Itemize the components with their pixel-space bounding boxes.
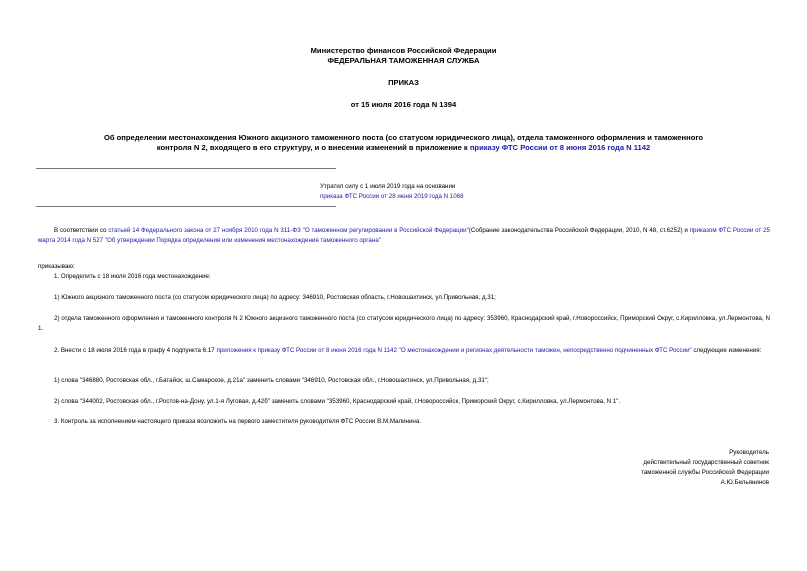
preamble-link-1[interactable]: статьей 14 Федерального закона от 27 ноября 2010 года N 311-ФЗ "О таможенном регулировании в Российской Федерации" bbox=[108, 227, 469, 234]
divider-top bbox=[36, 168, 336, 169]
preamble-text-2: (Собрание законодательства Российской Федерации, 2010, N 48, ст.6252) и bbox=[468, 227, 690, 234]
status-note-line1: Утратил силу с 1 июля 2019 года на основании bbox=[320, 183, 456, 190]
signature-rank-2: таможенной службы Российской Федерации bbox=[641, 469, 769, 476]
item-2-1: 1) слова "346880, Ростовская обл., г.Батайск, ш.Самарское, д.21а" заменить словами "346910, Ростовская обл., г.Новошахтинск, ул.Привольная, д.31"; bbox=[54, 377, 489, 384]
signature-block bbox=[509, 448, 769, 488]
signature-position: Руководитель bbox=[729, 449, 769, 456]
ministry-name: Министерство финансов Российской Федерации bbox=[310, 46, 497, 55]
doc-title bbox=[90, 133, 717, 153]
preamble-link-2[interactable]: приказом ФТС России от 25 марта 2014 года N 527 "Об утверждении Порядка определения или изменения местонахождения таможенного органа" bbox=[38, 227, 770, 244]
doc-title-text: Об определении местонахождения Южного акцизного таможенного поста (со статусом юридического лица), отдела таможенного оформления и таможенного контроля N 2, входящего в его структуру, и о внесении изменений в приложение к bbox=[103, 133, 704, 152]
item-2-2: 2) слова "344002, Ростовская обл., г.Ростов-на-Дону, ул.1-я Луговая, д.42б" заменить словами "353960, Краснодарский край, г.Новороссийск, Приморский Округ, с.Кирилловка, ул.Лермонтова, N 1". bbox=[54, 398, 621, 405]
preamble bbox=[38, 226, 770, 246]
item-2-link[interactable]: приложения к приказу ФТС России от 8 июня 2016 года N 1142 "О местонахождении и регионах деятельности таможен, непосредственно подчиненных ФТС России" bbox=[216, 347, 692, 354]
item-1-1: 1) Южного акцизного таможенного поста (со статусом юридического лица) по адресу: 346910, Ростовская область, г.Новошахтинск, ул.Привольная, д.31; bbox=[54, 294, 496, 301]
doc-date: от 15 июля 2016 года N 1394 bbox=[350, 100, 457, 109]
item-3: 3. Контроль за исполнением настоящего приказа возложить на первого заместителя руководителя ФТС России В.М.Малинина. bbox=[54, 418, 422, 425]
doc-title-link[interactable]: приказу ФТС России от 8 июня 2016 года N 1142 bbox=[469, 143, 651, 152]
item-2-tail: следующие изменения: bbox=[691, 347, 762, 354]
item-2 bbox=[38, 346, 770, 356]
item-1-2: 2) отдела таможенного оформления и таможенного контроля N 2 Южного акцизного таможенного поста (со статусом юридического лица) по адресу: 353960, Краснодарский край, г.Новороссийск, Приморский Округ, с.Кирилловка, ул.Лермонтова, N 1. bbox=[38, 315, 770, 332]
divider-bottom bbox=[36, 206, 336, 207]
status-note-link[interactable]: приказа ФТС России от 28 июня 2019 года N 1068 bbox=[320, 193, 464, 200]
item-2-text: 2. Внести с 18 июля 2016 года в графу 4 подпункта 6.17 bbox=[54, 347, 217, 354]
order-word: приказываю: bbox=[38, 263, 75, 270]
item-1: 1. Определить с 18 июля 2016 года местонахождение: bbox=[54, 273, 211, 280]
status-note bbox=[320, 182, 650, 202]
doc-type: ПРИКАЗ bbox=[388, 78, 419, 87]
signature-rank-1: действительный государственный советник bbox=[643, 459, 769, 466]
service-name: ФЕДЕРАЛЬНАЯ ТАМОЖЕННАЯ СЛУЖБА bbox=[327, 56, 480, 65]
preamble-text-1: В соответствии со bbox=[54, 227, 109, 234]
signature-name: А.Ю.Бельянинов bbox=[720, 479, 769, 486]
